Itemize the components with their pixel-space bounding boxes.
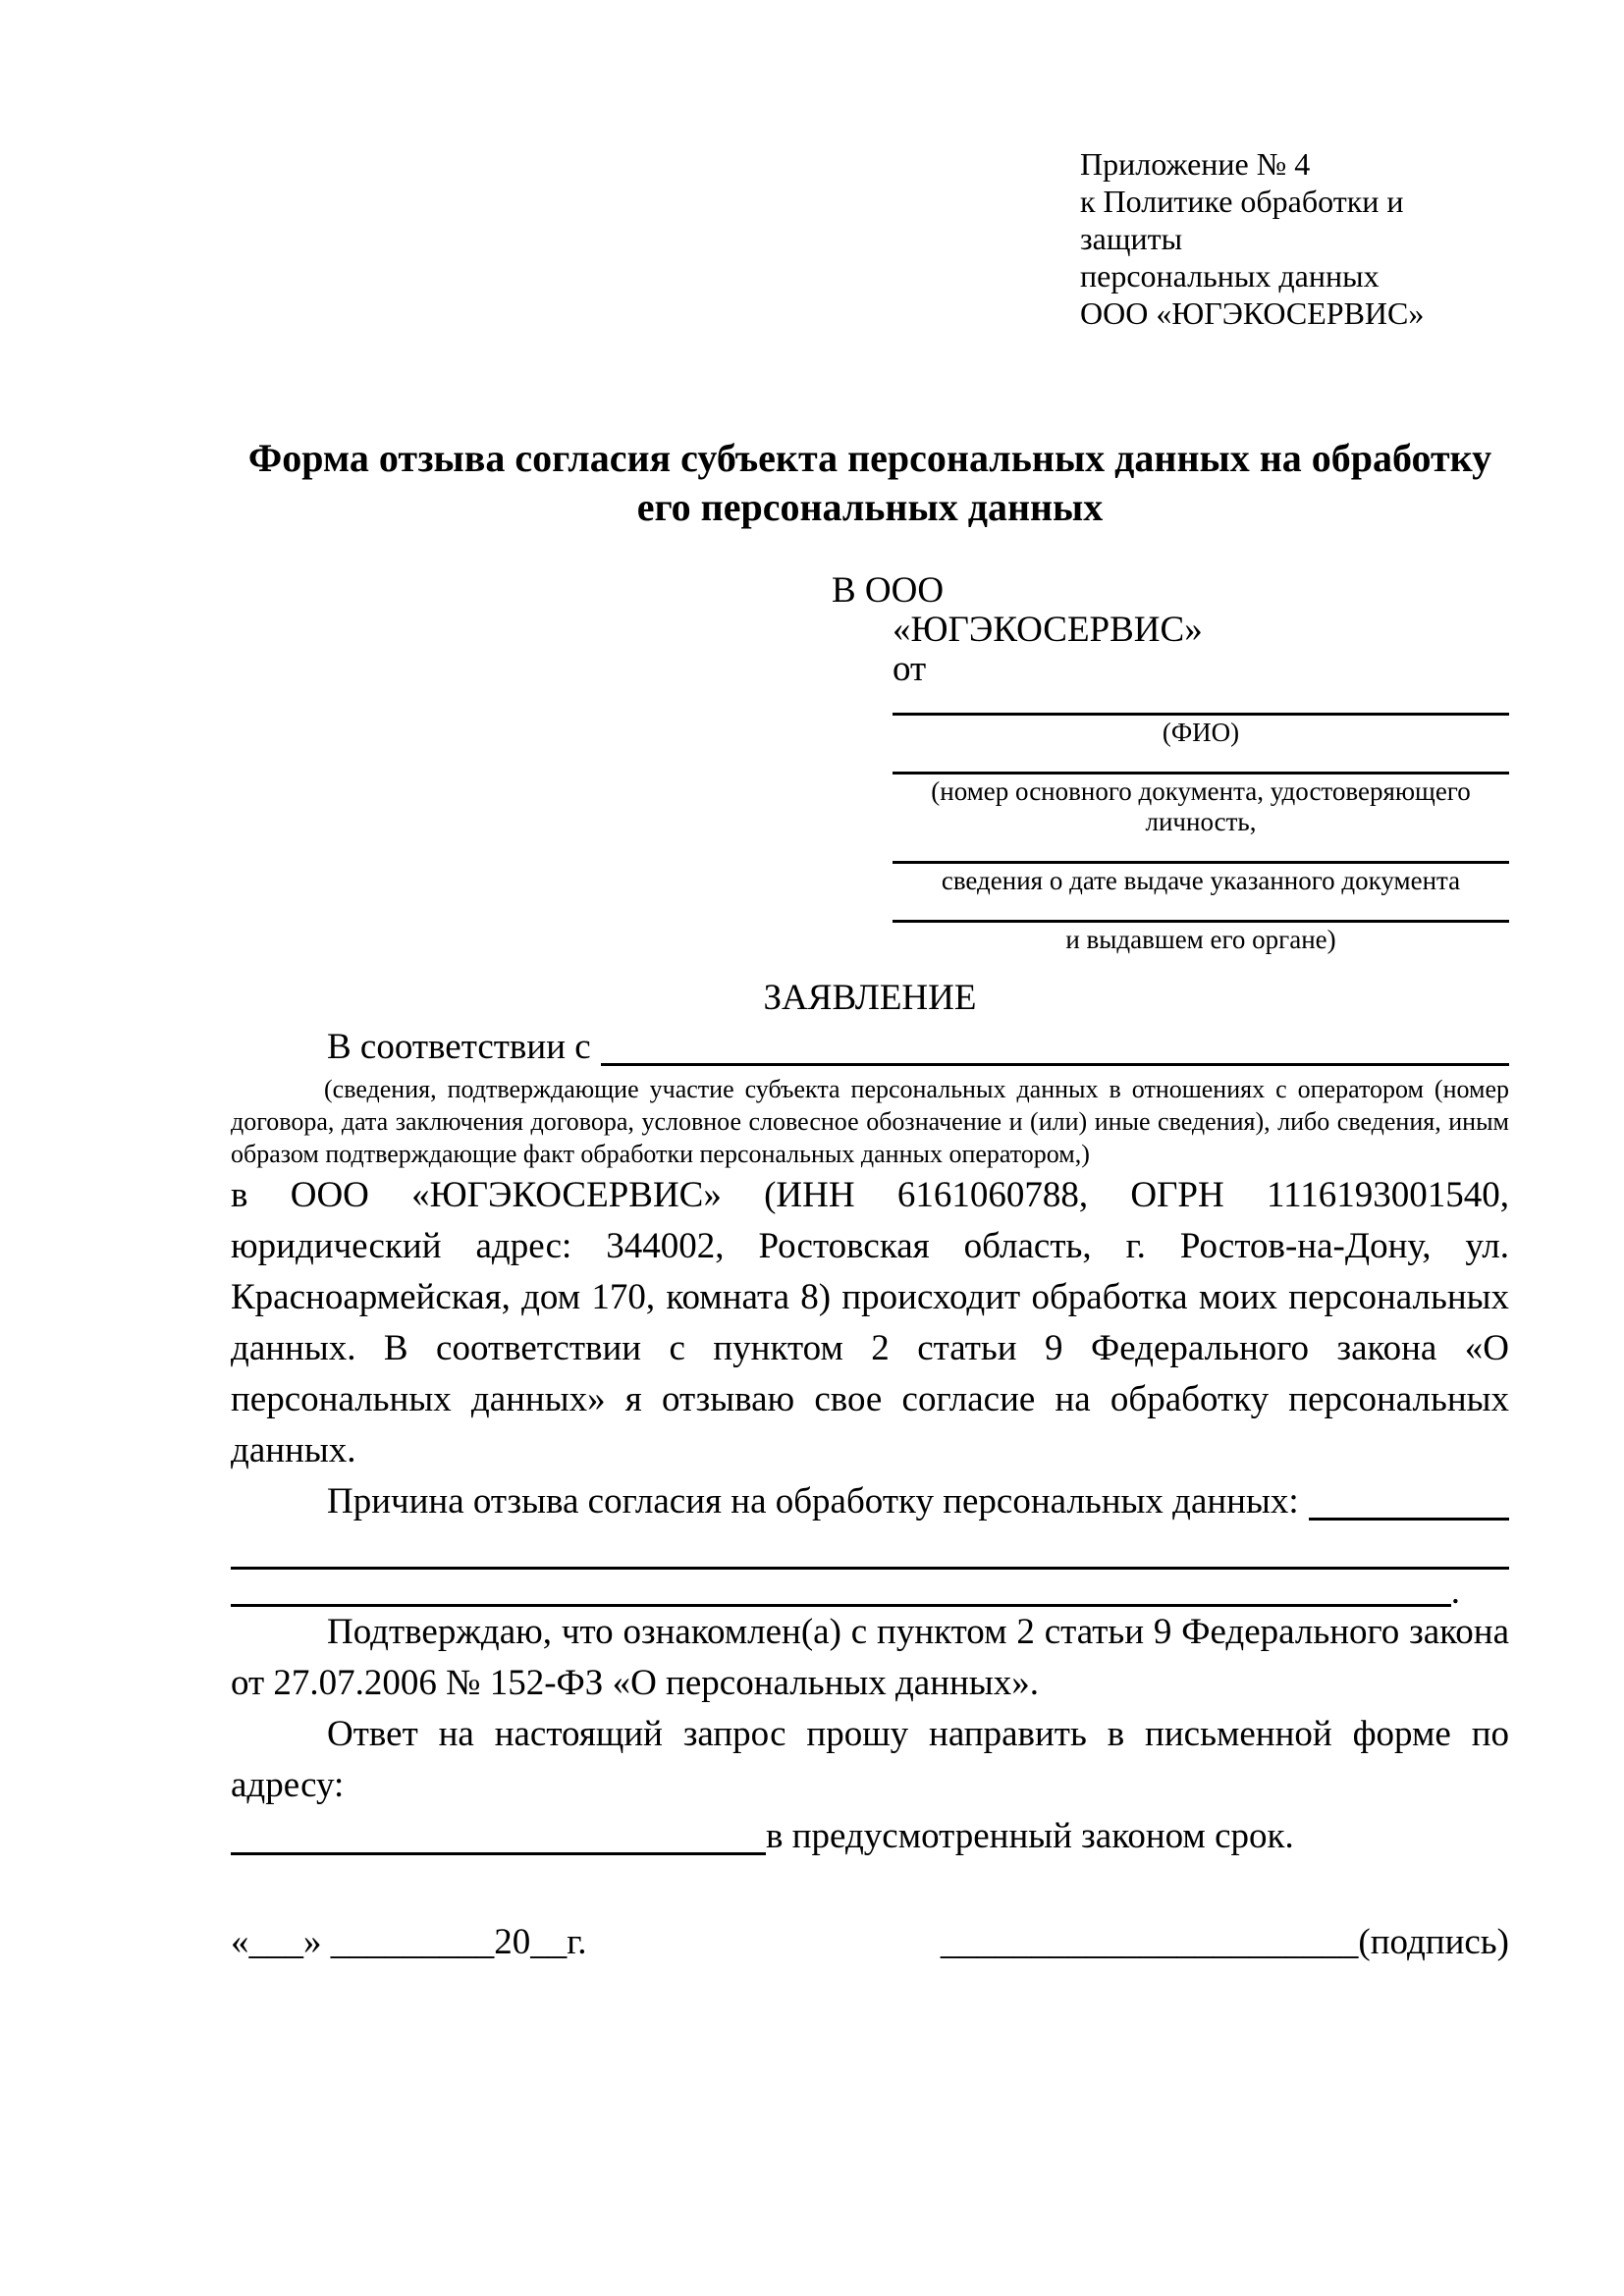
- in-accordance-prefix: В соответствии с: [327, 1027, 591, 1067]
- confirmation-paragraph: Подтверждаю, что ознакомлен(а) с пунктом 2 статьи 9 Федерального закона от 27.07.2006 № 152-ФЗ «О персональных данных».: [231, 1612, 1509, 1703]
- fio-caption: (ФИО): [1162, 718, 1240, 747]
- document-number-blank-line[interactable]: [893, 758, 1509, 774]
- document-title-line: его персональных данных: [636, 485, 1104, 529]
- addressee-to-prefix: В ООО: [832, 570, 945, 611]
- issuing-authority-caption: и выдавшем его органе): [1065, 925, 1336, 954]
- statement-body-paragraph: в ООО «ЮГЭКОСЕРВИС» (ИНН 6161060788, ОГРН 1116193001540, юридический адрес: 344002, Ростовская область, г. Ростов-на-Дону, ул. Красноармейская, дом 170, комната 8) происходит обработка моих персональных данных. В соответствии с пунктом 2 статьи 9 Федерального закона «О персональных данных» я отзываю свое согласие на обработку персональных данных.: [231, 1175, 1509, 1470]
- reply-address-blank-line[interactable]: [231, 1852, 766, 1855]
- document-number-field: [832, 758, 1509, 837]
- signature-caption: (подпись): [1358, 1922, 1509, 1962]
- date-blank[interactable]: «___» _________20__г.: [231, 1922, 587, 1962]
- appendix-block: [1080, 145, 1509, 332]
- reason-row: [231, 1476, 1509, 1527]
- in-accordance-blank-line[interactable]: [601, 1063, 1509, 1066]
- in-accordance-row: [231, 1022, 1509, 1073]
- issuing-authority-field: [832, 906, 1509, 955]
- reason-continuation-row-2: [231, 1570, 1509, 1612]
- page-content: [231, 145, 1509, 1968]
- signature-row: [231, 1917, 1509, 1968]
- addressee-from-label: от: [893, 649, 927, 689]
- signature-blank-line[interactable]: _______________________: [940, 1922, 1359, 1962]
- appendix-line: ООО «ЮГЭКОСЕРВИС»: [1080, 295, 1425, 331]
- document-title: [231, 434, 1509, 532]
- reason-continuation-line-1[interactable]: [231, 1527, 1509, 1570]
- reason-prefix: Причина отзыва согласия на обработку персональных данных:: [327, 1481, 1299, 1522]
- issuing-authority-blank-line[interactable]: [893, 906, 1509, 923]
- addressee-block: [832, 571, 1509, 955]
- addressee-org-name: «ЮГЭКОСЕРВИС»: [893, 610, 1203, 650]
- reason-trailing-period: .: [1450, 1572, 1460, 1612]
- document-number-caption: (номер основного документа, удостоверяющего личность,: [931, 776, 1471, 836]
- statement-heading: ЗАЯВЛЕНИЕ: [763, 978, 977, 1018]
- document-title-line: Форма отзыва согласия субъекта персональных данных на обработку: [247, 436, 1492, 480]
- reply-request-line: Ответ на настоящий запрос прошу направить в письменной форме по адресу:: [231, 1714, 1509, 1805]
- appendix-line: к Политике обработки и защиты: [1080, 184, 1404, 256]
- signature-area: [941, 1917, 1509, 1968]
- appendix-line: персональных данных: [1080, 258, 1380, 294]
- issue-date-blank-line[interactable]: [893, 847, 1509, 864]
- issue-date-caption: сведения о дате выдаче указанного документа: [941, 866, 1461, 895]
- reply-suffix: в предусмотренный законом срок.: [766, 1816, 1294, 1856]
- fio-blank-line[interactable]: [893, 699, 1509, 716]
- appendix-line: Приложение № 4: [1080, 146, 1311, 182]
- basis-caption: (сведения, подтверждающие участие субъекта персональных данных в отношениях с оператором (номер договора, дата заключения договора, условное словесное обозначение и (или) иные сведения), либо сведения, иным образом подтверждающие факт обработки персональных данных оператором,): [231, 1075, 1509, 1168]
- fio-field: [832, 699, 1509, 748]
- reason-blank-line[interactable]: [1309, 1518, 1509, 1521]
- reply-address-row: [231, 1811, 1509, 1862]
- issue-date-field: [832, 847, 1509, 896]
